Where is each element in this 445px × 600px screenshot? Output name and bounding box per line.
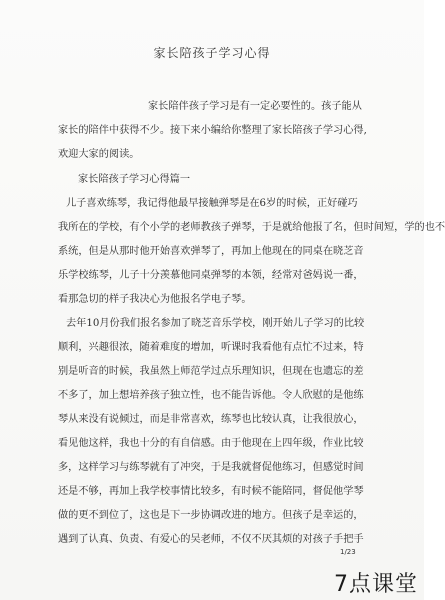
page-title: 家长陪孩子学习心得 <box>153 46 271 60</box>
paragraph-line: 别是听音的时候，我虽然上师范学过点乐理知识，但现在也遗忘的差 <box>58 366 364 377</box>
paragraph-line: 去年10月份我们报名参加了晓芝音乐学校，刚开始儿子学习的比较 <box>66 318 365 329</box>
paragraph-line: 多，这样学习与练琴就有了冲突，于是我就督促他练习，但感觉时间 <box>58 462 364 473</box>
paragraph-line: 顺利，兴趣很浓，随着难度的增加，听课时我看他有点忙不过来，特 <box>58 342 364 353</box>
site-watermark: 7点课堂 <box>334 572 418 597</box>
paragraph-line: 家长的陪伴中获得不少。接下来小编给你整理了家长陪孩子学习心得, <box>58 125 367 136</box>
paragraph-line: 看那急切的样子我决心为他报名学电子琴。 <box>58 294 252 305</box>
paragraph-line: 乐学校练琴，儿子十分羡慕他同桌弹琴的本领，经常对爸妈说一番， <box>58 270 364 281</box>
paragraph-line: 我所在的学校，有个小学的老师教孩子弹琴，于是就给他报了名，但时间短，学的也不 <box>58 222 445 233</box>
paragraph-line: 遇到了认真、负责、有爱心的吴老师，不仅不厌其烦的对孩子手把手 <box>58 534 364 545</box>
paragraph-line: 还是不够，再加上我学校事情比较多，有时候不能陪同，督促他学琴 <box>58 486 364 497</box>
section-heading: 家长陪孩子学习心得篇一 <box>78 174 191 185</box>
page-number: 1/23 <box>340 548 356 556</box>
paragraph-line: 琴从来没有说倾过，而是非常喜欢，练琴也比较认真，让我很放心， <box>58 414 364 425</box>
paragraph-line: 系统，但是从那时他开始喜欢弹琴了，再加上他现在的同桌在晓芝音 <box>58 246 364 257</box>
paragraph-line: 看见他这样，我也十分的有自信感。由于他现在上四年级，作业比较 <box>58 438 364 449</box>
paragraph-line: 不多了，加上想培养孩子独立性，也不能告诉他。令人欣慰的是他练 <box>58 390 364 401</box>
paragraph-line: 做的更不到位了，这也是下一步协调改进的地方。但孩子是幸运的， <box>58 510 364 521</box>
paragraph-line: 儿子喜欢练琴，我记得他最早接触弹琴是在6岁的时候，正好碰巧 <box>66 198 358 209</box>
paragraph-line: 欢迎大家的阅读。 <box>58 149 140 160</box>
paragraph-line: 家长陪伴孩子学习是有一定必要性的。孩子能从 <box>148 101 362 112</box>
